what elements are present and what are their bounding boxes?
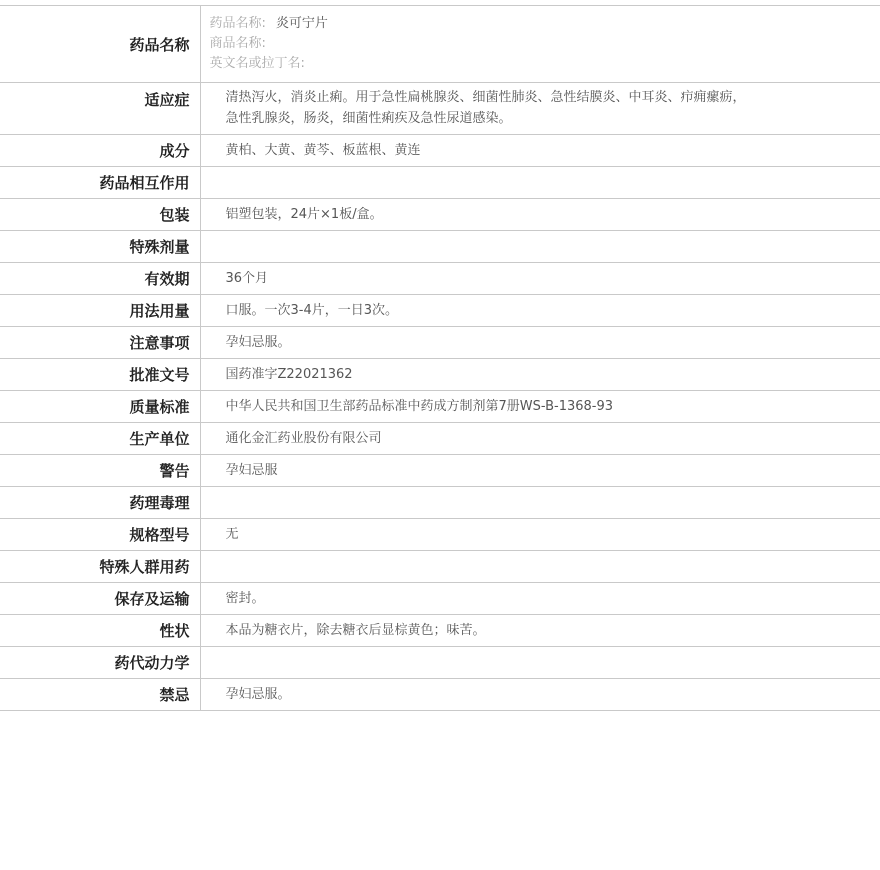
row-label: 性状 — [0, 615, 200, 647]
row-specification — [0, 519, 880, 551]
row-value — [200, 551, 880, 583]
row-label: 包装 — [0, 199, 200, 231]
row-value — [200, 647, 880, 679]
row-pharmacology — [0, 487, 880, 519]
trade-name-value — [266, 36, 276, 51]
row-value: 孕妇忌服。 — [225, 335, 291, 350]
row-manufacturer — [0, 423, 880, 455]
row-label: 保存及运输 — [0, 583, 200, 615]
drug-name-value: 炎可宁片 — [275, 16, 328, 31]
row-label: 质量标准 — [0, 391, 200, 423]
row-ingredients — [0, 135, 880, 167]
row-value: 铝塑包装，24片×1板/盒。 — [225, 207, 383, 222]
row-value: 黄柏、大黄、黄芩、板蓝根、黄连 — [225, 143, 421, 158]
row-label: 有效期 — [0, 263, 200, 295]
row-value: 口服。一次3-4片，一日3次。 — [225, 303, 399, 318]
drug-name-key: 药品名称: — [209, 16, 266, 31]
row-warning — [0, 455, 880, 487]
row-label: 批准文号 — [0, 359, 200, 391]
row-label: 生产单位 — [0, 423, 200, 455]
row-quality-standard — [0, 391, 880, 423]
english-name-value — [305, 56, 315, 71]
row-label: 注意事项 — [0, 327, 200, 359]
row-label: 规格型号 — [0, 519, 200, 551]
row-drug-name — [0, 6, 880, 83]
row-packaging — [0, 199, 880, 231]
row-shelf-life — [0, 263, 880, 295]
trade-name-line — [210, 34, 880, 54]
row-value: 无 — [225, 527, 239, 542]
english-name-key: 英文名或拉丁名: — [209, 56, 305, 71]
row-value: 中华人民共和国卫生部药品标准中药成方制剂第7册WS-B-1368-93 — [225, 399, 614, 414]
drug-info-table — [0, 5, 880, 711]
row-precautions — [0, 327, 880, 359]
row-label: 警告 — [0, 455, 200, 487]
row-indication — [0, 83, 880, 135]
row-label: 适应症 — [0, 83, 200, 135]
row-interactions — [0, 167, 880, 199]
row-label: 特殊剂量 — [0, 231, 200, 263]
drug-name-line — [210, 14, 880, 34]
indication-line-1: 清热泻火，消炎止痢。用于急性扁桃腺炎、细菌性肺炎、急性结膜炎、中耳炎、疖痈瘰疬， — [225, 90, 746, 105]
row-label: 用法用量 — [0, 295, 200, 327]
row-value — [200, 83, 880, 135]
row-pharmacokinetics — [0, 647, 880, 679]
row-value — [200, 167, 880, 199]
row-special-populations — [0, 551, 880, 583]
row-label: 药品名称 — [0, 6, 200, 83]
row-description — [0, 615, 880, 647]
row-label: 成分 — [0, 135, 200, 167]
row-value — [200, 487, 880, 519]
name-block-cell — [200, 6, 880, 83]
row-value: 本品为糖衣片，除去糖衣后显棕黄色；味苦。 — [225, 623, 486, 638]
row-label: 禁忌 — [0, 679, 200, 711]
row-contraindications — [0, 679, 880, 711]
row-value: 通化金汇药业股份有限公司 — [225, 431, 382, 446]
english-name-line — [210, 54, 880, 74]
row-approval-number — [0, 359, 880, 391]
row-value: 孕妇忌服 — [225, 463, 278, 478]
row-label: 药代动力学 — [0, 647, 200, 679]
row-value: 国药准字Z22021362 — [225, 367, 353, 382]
row-value: 36个月 — [225, 271, 269, 286]
row-value — [200, 231, 880, 263]
row-label: 特殊人群用药 — [0, 551, 200, 583]
row-value: 孕妇忌服。 — [225, 687, 291, 702]
indication-line-2: 急性乳腺炎，肠炎，细菌性痢疾及急性尿道感染。 — [225, 111, 512, 126]
row-special-dosage — [0, 231, 880, 263]
row-storage — [0, 583, 880, 615]
trade-name-key: 商品名称: — [209, 36, 266, 51]
row-dosage — [0, 295, 880, 327]
row-label: 药理毒理 — [0, 487, 200, 519]
row-label: 药品相互作用 — [0, 167, 200, 199]
row-value: 密封。 — [225, 591, 265, 606]
